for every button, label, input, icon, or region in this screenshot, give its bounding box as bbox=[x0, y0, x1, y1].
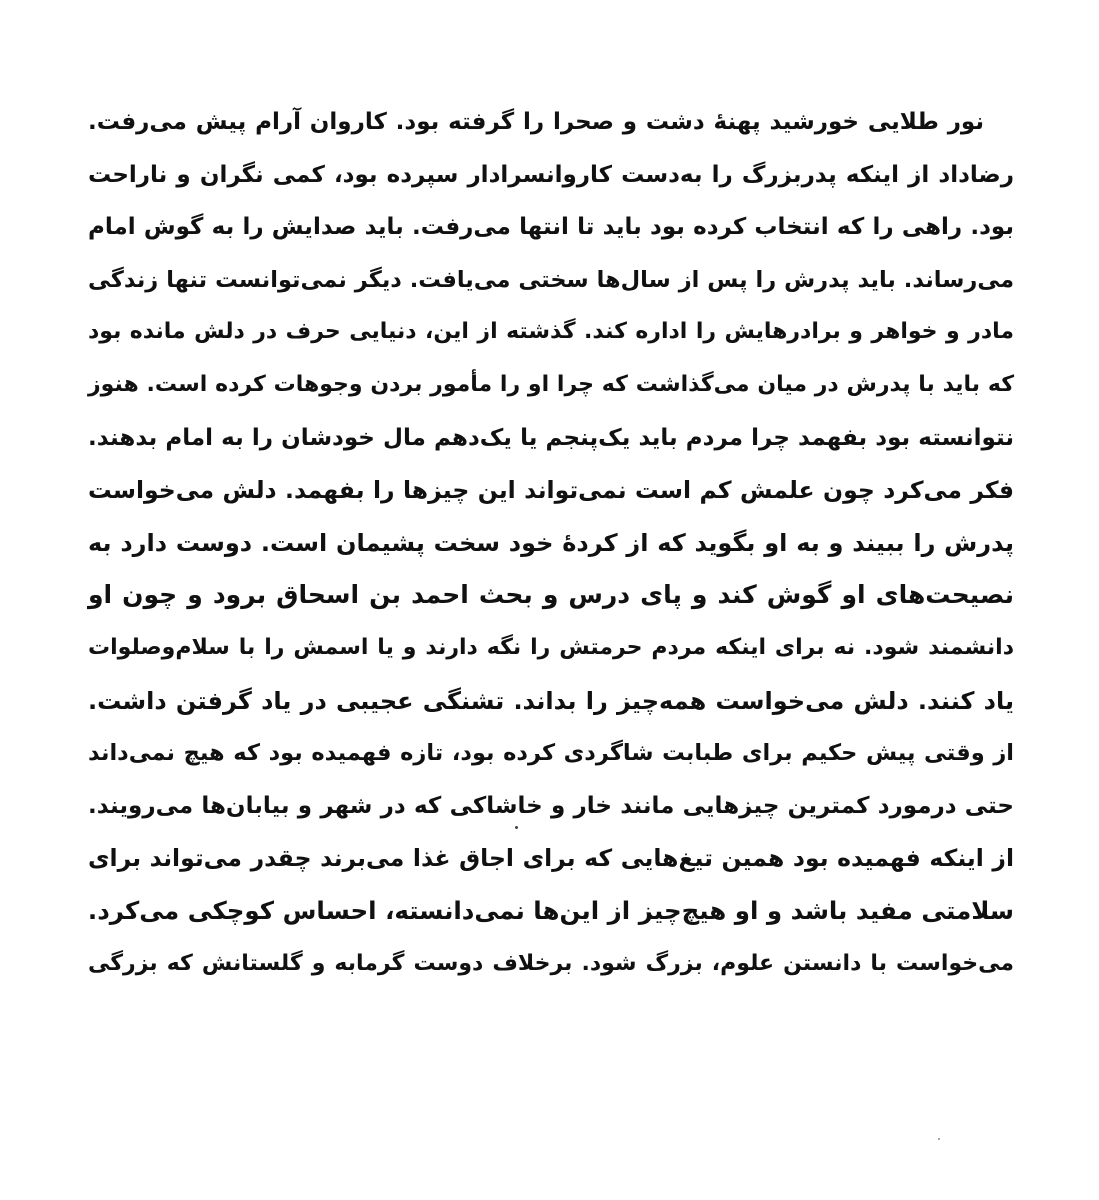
text-line-13: از وقتی پیش حکیم برای طبابت شاگردی کرده بود، تازه فهمیده بود که هیچ نمی‌داند bbox=[88, 740, 1014, 767]
text-line-7: نتوانسته بود بفهمد چرا مردم باید یک‌پنجم یا یک‌دهم مال خودشان را به امام بدهند. bbox=[88, 424, 1014, 451]
text-line-8: فکر می‌کرد چون علمش کم است نمی‌تواند این چیزها را بفهمد. دلش می‌خواست bbox=[88, 476, 1014, 505]
text-line-14: حتی درمورد کمترین چیزهایی مانند خار و خاشاکی که در شهر و بیابان‌ها می‌رویند. bbox=[88, 792, 1014, 819]
text-line-2: رضاداد از اینکه پدربزرگ را به‌دست کاروانسرادار سپرده بود، کمی نگران و ناراحت bbox=[88, 161, 1014, 188]
text-line-15: از اینکه فهمیده بود همین تیغ‌هایی که برای اجاق غذا می‌برند چقدر می‌تواند برای bbox=[88, 844, 1014, 873]
text-line-6: که باید با پدرش در میان می‌گذاشت که چرا او را مأمور بردن وجوهات کرده است. هنوز bbox=[88, 371, 1014, 397]
text-line-3: بود. راهی را که انتخاب کرده بود باید تا انتها می‌رفت. باید صدایش را به گوش امام bbox=[88, 214, 1014, 241]
text-line-1: نور طلایی خورشید پهنهٔ دشت و صحرا را گرفته بود. کاروان آرام پیش می‌رفت. bbox=[88, 109, 984, 135]
text-line-16: سلامتی مفید باشد و او هیچ‌چیز از این‌ها نمی‌دانسته، احساس کوچکی می‌کرد. bbox=[87, 895, 1014, 925]
text-line-12: یاد کنند. دلش می‌خواست همه‌چیز را بداند. تشنگی عجیبی در یاد گرفتن داشت. bbox=[88, 686, 1014, 715]
text-line-11: دانشمند شود. نه برای اینکه مردم حرمتش را نگه دارند و یا اسمش را با سلام‌وصلوات bbox=[88, 634, 1014, 660]
text-line-17: می‌خواست با دانستن علوم، بزرگ شود. برخلاف دوست گرمابه و گلستانش که بزرگی bbox=[88, 950, 1014, 976]
text-line-10: نصیحت‌های او گوش کند و پای درس و بحث احمد بن اسحاق برود و چون او bbox=[88, 580, 1014, 610]
paragraph bbox=[88, 96, 1014, 990]
text-line-9: پدرش را ببیند و به او بگوید که از کردهٔ خود سخت پشیمان است. دوست دارد به bbox=[88, 528, 1014, 557]
scan-speck bbox=[938, 1138, 940, 1140]
text-line-5: مادر و خواهر و برادرهایش را اداره کند. گذشته از این، دنیایی حرف در دلش مانده بود bbox=[88, 319, 1014, 345]
text-line-4: می‌رساند. باید پدرش را پس از سال‌ها سختی می‌یافت. دیگر نمی‌توانست تنها زندگی bbox=[88, 266, 1014, 293]
scan-speck bbox=[515, 826, 518, 829]
